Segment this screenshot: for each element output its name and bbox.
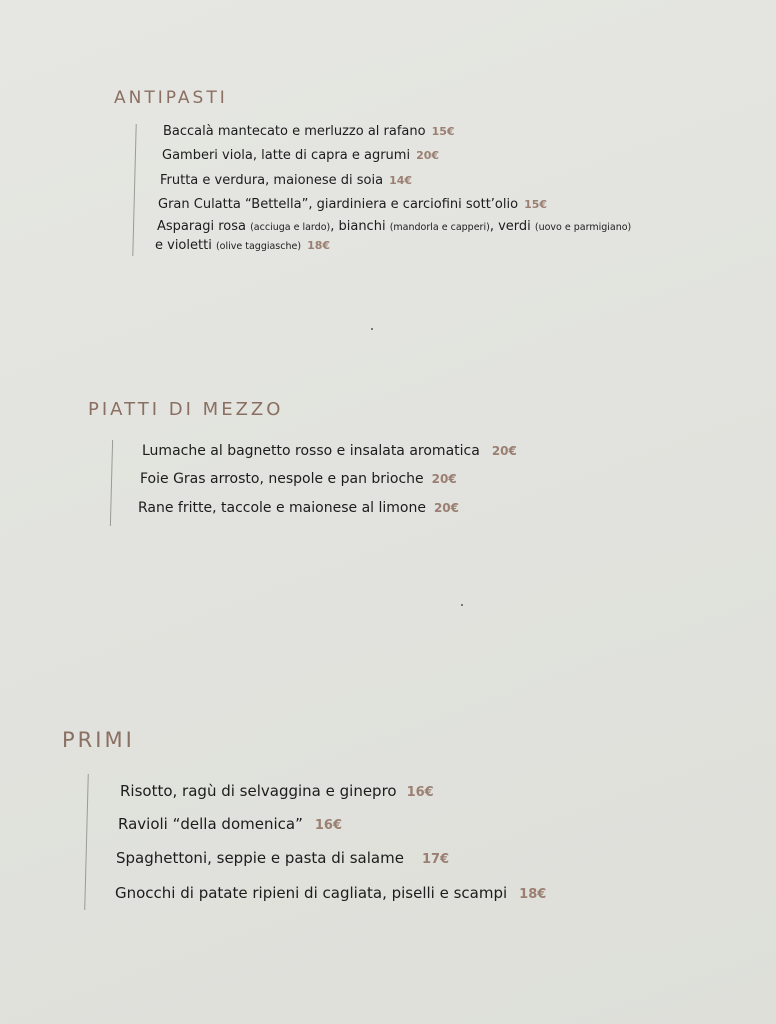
menu-item-price: 15€	[431, 125, 455, 138]
menu-item-name: Baccalà mantecato e merluzzo al rafano	[163, 124, 426, 139]
section-title-antipasti: ANTIPASTI	[114, 88, 228, 108]
section-title-piatti-di-mezzo: PIATTI DI MEZZO	[88, 399, 284, 420]
menu-item-price: 20€	[416, 149, 440, 162]
menu-item	[120, 782, 434, 800]
menu-item-name: Gran Culatta “Bettella”, giardiniera e carciofini sott’olio	[158, 197, 519, 212]
menu-item	[138, 500, 459, 516]
menu-item-note: (uovo e parmigiano)	[534, 222, 632, 233]
section-title-primi: PRIMI	[62, 728, 135, 752]
menu-item	[160, 173, 412, 188]
menu-item-name: Gamberi viola, latte di capra e agrumi	[162, 148, 411, 163]
menu-item-name: Gnocchi di patate ripieni di cagliata, piselli e scampi	[115, 884, 508, 902]
menu-item-name: Spaghettoni, seppie e pasta di salame	[116, 849, 404, 867]
menu-item-name: Risotto, ragù di selvaggina e ginepro	[120, 782, 397, 800]
paper-speck	[371, 328, 373, 330]
menu-item-name: Lumache al bagnetto rosso e insalata aromatica	[142, 443, 480, 459]
menu-item-price: 20€	[431, 472, 457, 486]
menu-item	[163, 124, 455, 139]
menu-item-name: , bianchi	[330, 219, 386, 234]
menu-item	[115, 884, 546, 902]
menu-item-name: Ravioli “della domenica”	[118, 815, 303, 833]
menu-item	[140, 471, 457, 487]
menu-item-name: e violetti	[155, 238, 212, 253]
menu-item	[162, 148, 439, 163]
menu-item	[142, 443, 517, 459]
menu-item-name: Frutta e verdura, maionese di soia	[160, 173, 384, 188]
menu-item-name: Asparagi rosa	[157, 219, 246, 234]
section-rule-antipasti	[132, 124, 136, 256]
menu-item-price: 18€	[519, 887, 547, 902]
menu-item-price: 20€	[433, 501, 460, 515]
menu-item-note: (mandorla e capperi)	[389, 222, 490, 233]
menu-item-price: 18€	[307, 239, 331, 252]
section-rule-primi	[84, 774, 89, 910]
menu-item	[157, 219, 631, 234]
menu-item-note: (olive taggiasche)	[215, 241, 302, 252]
menu-item-price: 16€	[314, 818, 342, 833]
menu-item-price: 17€	[421, 852, 450, 867]
menu-item-note: (acciuga e lardo)	[250, 222, 331, 233]
menu-item-name: , verdi	[489, 219, 531, 234]
menu-item-price: 14€	[389, 174, 413, 187]
menu-item-price: 20€	[491, 444, 517, 458]
menu-item-name: Rane fritte, taccole e maionese al limone	[138, 500, 426, 516]
section-rule-piatti-di-mezzo	[110, 440, 113, 526]
menu-item-continued	[155, 238, 330, 253]
menu-item	[116, 849, 449, 867]
menu-item	[118, 815, 342, 833]
menu-item	[158, 197, 547, 212]
paper-speck	[461, 604, 463, 606]
menu-item-name: Foie Gras arrosto, nespole e pan brioche	[140, 471, 424, 487]
menu-item-price: 15€	[524, 198, 548, 211]
menu-item-price: 16€	[406, 785, 434, 800]
